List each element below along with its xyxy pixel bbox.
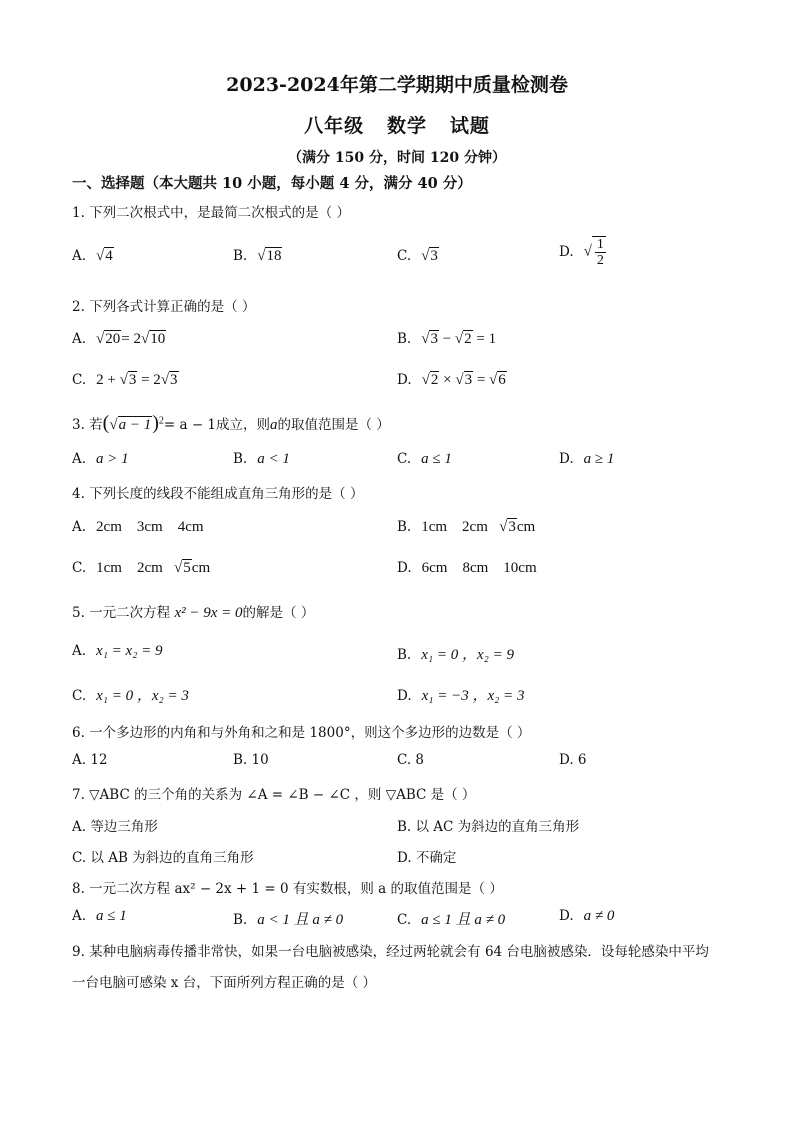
- option-label: B.: [397, 647, 412, 663]
- fraction-numerator: 1: [596, 237, 604, 252]
- option-value: a ≤ 1: [421, 451, 452, 467]
- question-5-option-c: [72, 684, 189, 705]
- radicand: 3: [430, 331, 438, 347]
- option-label: C.: [397, 451, 412, 467]
- question-6-stem: 6. 一个多边形的内角和与外角和之和是 1800°，则这个多边形的边数是（ ）: [72, 725, 531, 741]
- stem-equation: = a − 1成立，则: [163, 417, 271, 433]
- option-label: A.: [72, 248, 87, 264]
- question-6-option-d: D. 6: [559, 752, 587, 768]
- option-value: x₁ = 0 ，x₂ = 9: [421, 647, 514, 663]
- question-3-stem: 3. 若$(√a - 1)^2= a - 1$成立，则a的取值范围是（ ）: [72, 412, 390, 434]
- question-1-option-d: D. √ $\frac{1}{2}$: [559, 237, 604, 268]
- option-value: 6cm 8cm 10cm: [421, 560, 537, 576]
- option-label: C.: [72, 372, 87, 388]
- unit: cm: [516, 519, 536, 535]
- radicand: 3: [464, 372, 473, 388]
- exam-subtitle: 八年级 数学 试题: [304, 115, 490, 137]
- option-value: a ≤ 1: [96, 908, 127, 924]
- question-5-stem: [72, 601, 314, 622]
- question-9-stem-line-2: 一台电脑可感染 x 台，下面所列方程正确的是（ ）: [72, 975, 376, 991]
- stem-prefix: 5. 一元二次方程: [72, 605, 175, 621]
- question-2-option-c: C. 2 + √3 = 2√3: [72, 372, 178, 388]
- stem-prefix: 3. 若: [72, 417, 103, 433]
- radicand: 5: [183, 560, 191, 576]
- option-value: a ≥ 1: [583, 451, 615, 467]
- radicand: 2: [430, 372, 439, 388]
- question-7-stem: 7. ▽ABC 的三个角的关系为 ∠A = ∠B − ∠C ，则 ▽ABC 是（ ）: [72, 787, 476, 803]
- question-6-option-b: B. 10: [233, 752, 269, 768]
- radicand: 20: [105, 331, 121, 347]
- expr-eq: =: [473, 372, 490, 388]
- expr-tail: = 1: [472, 331, 497, 347]
- option-value: x₁ = 0 ，x₂ = 3: [96, 688, 189, 704]
- question-4-option-c: C. 1cm 2cm √5cm: [72, 560, 211, 576]
- radicand: 6: [498, 372, 506, 388]
- stem-end: 的解是（ ）: [242, 605, 315, 621]
- option-label: D.: [397, 372, 412, 388]
- question-8-option-d: [559, 908, 614, 925]
- radicand: 3: [170, 372, 178, 388]
- option-label: A.: [72, 451, 87, 467]
- question-5-option-b: [397, 643, 514, 664]
- option-label: A.: [72, 331, 87, 347]
- question-9-stem-line-1: 9. 某种电脑病毒传播非常快，如果一台电脑被感染，经过两轮就会有 64 台电脑被感染．设每轮感染中平均: [72, 944, 709, 960]
- option-label: B.: [233, 912, 248, 928]
- option-label: A.: [72, 519, 87, 535]
- option-label: C.: [397, 248, 412, 264]
- option-value: a ≤ 1 且 a ≠ 0: [421, 912, 506, 928]
- question-3-option-c: [397, 451, 452, 468]
- option-label: D.: [559, 243, 574, 260]
- exam-note: （满分 150 分，时间 120 分钟）: [288, 150, 506, 166]
- question-1-option-b: B. √18: [233, 248, 282, 264]
- option-value: a < 1 且 a ≠ 0: [257, 912, 344, 928]
- option-value: x₁ = x₂ = 9: [96, 643, 163, 659]
- expr-head: 2 +: [96, 372, 120, 388]
- option-value: a ≠ 0: [583, 908, 615, 924]
- option-value: 1cm 2cm: [421, 519, 500, 535]
- option-value: 1cm 2cm: [96, 560, 175, 576]
- option-label: D.: [397, 688, 412, 704]
- question-8-stem: 8. 一元二次方程 ax² − 2x + 1 = 0 有实数根，则 a 的取值范围是（ ）: [72, 881, 503, 897]
- question-3-option-b: [233, 451, 290, 468]
- radicand: 10: [150, 331, 166, 347]
- option-label: D.: [397, 560, 412, 576]
- question-5-option-d: [397, 684, 525, 705]
- expr-mid: −: [438, 331, 455, 347]
- option-label: B.: [233, 451, 248, 467]
- radicand: a − 1: [118, 417, 152, 433]
- option-value: 2cm 3cm 4cm: [96, 519, 204, 535]
- radicand: 2: [464, 331, 472, 347]
- question-3-option-d: [559, 451, 614, 468]
- option-label: C.: [72, 560, 87, 576]
- radicand: 3: [430, 248, 438, 264]
- question-8-option-b: [233, 908, 343, 929]
- option-label: D.: [559, 451, 574, 467]
- option-label: D.: [559, 908, 574, 924]
- question-1-option-a: A. √4: [72, 248, 113, 264]
- question-6-option-a: A. 12: [72, 752, 108, 768]
- question-1-stem: 1. 下列二次根式中，是最简二次根式的是（ ）: [72, 205, 350, 221]
- question-7-option-c: C. 以 AB 为斜边的直角三角形: [72, 850, 254, 866]
- expr-mid: = 2: [137, 372, 161, 388]
- option-label: B.: [233, 248, 248, 264]
- question-7-option-a: A. 等边三角形: [72, 819, 158, 835]
- expr-mid: = 2: [121, 331, 141, 347]
- question-2-stem: 2. 下列各式计算正确的是（ ）: [72, 299, 256, 315]
- expr-mid: ×: [439, 372, 456, 388]
- stem-variable: a: [270, 417, 278, 433]
- fraction: [592, 236, 606, 268]
- fraction-denominator: 2: [596, 253, 604, 268]
- option-value: a > 1: [96, 451, 129, 467]
- question-4-option-b: B. 1cm 2cm √3cm: [397, 519, 536, 535]
- stem-equation: x² − 9x = 0: [174, 605, 243, 621]
- question-4-option-d: [397, 560, 537, 577]
- radicand: 18: [266, 248, 282, 264]
- option-label: B.: [397, 519, 412, 535]
- question-7-option-d: D. 不确定: [397, 850, 457, 866]
- option-label: B.: [397, 331, 412, 347]
- question-4-stem: 4. 下列长度的线段不能组成直角三角形的是（ ）: [72, 486, 364, 502]
- option-value: a < 1: [257, 451, 290, 467]
- question-2-option-b: B. √3 − √2 = 1: [397, 331, 497, 347]
- question-4-option-a: [72, 519, 204, 536]
- question-2-option-d: D. √2 × √3 = √6: [397, 372, 506, 388]
- option-label: C.: [72, 688, 87, 704]
- radicand: 4: [105, 248, 113, 264]
- question-6-option-c: C. 8: [397, 752, 425, 768]
- question-5-option-a: [72, 643, 163, 660]
- question-8-option-a: [72, 908, 127, 925]
- question-1-option-c: C. √3: [397, 248, 438, 264]
- option-label: A.: [72, 643, 87, 659]
- option-label: C.: [397, 912, 412, 928]
- option-value: x₁ = −3 ，x₂ = 3: [421, 688, 525, 704]
- radicand: 3: [128, 372, 137, 388]
- question-8-option-c: [397, 908, 505, 929]
- stem-end: 的取值范围是（ ）: [277, 417, 390, 433]
- question-3-option-a: [72, 451, 129, 468]
- question-7-option-b: B. 以 AC 为斜边的直角三角形: [397, 819, 580, 835]
- exam-title: 2023-2024年第二学期期中质量检测卷: [226, 74, 568, 96]
- unit: cm: [191, 560, 211, 576]
- section-heading: 一、选择题（本大题共 10 小题，每小题 4 分，满分 40 分）: [72, 175, 472, 192]
- question-2-option-a: A. √20= 2√10: [72, 331, 166, 347]
- radicand: 3: [508, 519, 516, 535]
- option-label: A.: [72, 908, 87, 924]
